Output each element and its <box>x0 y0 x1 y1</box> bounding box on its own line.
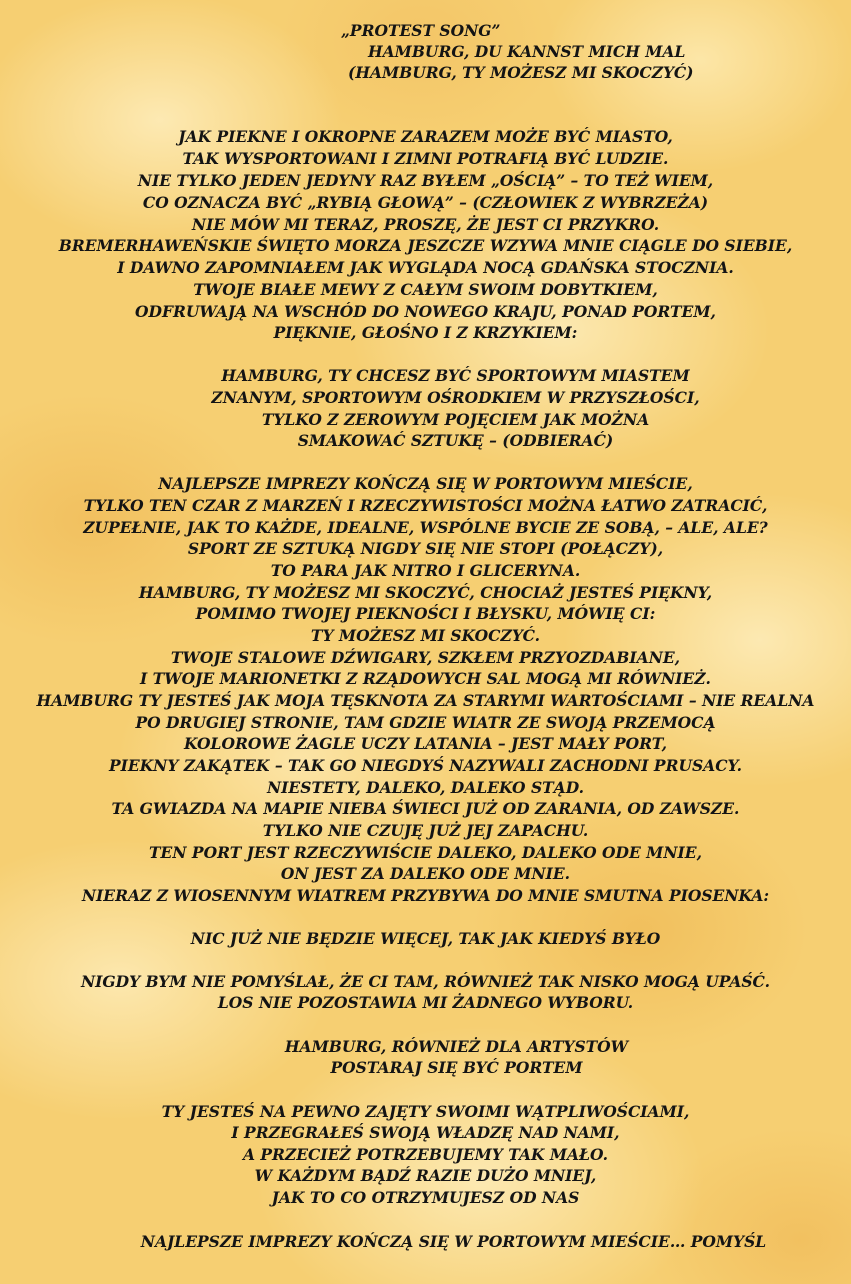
verse-line: TYLKO NIE CZUJĘ JUŻ JEJ ZAPACHU. <box>262 821 589 840</box>
verse-line: TWOJE BIAŁE MEWY Z CAŁYM SWOIM DOBYTKIEM, <box>193 280 658 299</box>
chorus-line: HAMBURG, RÓWNIEŻ DLA ARTYSTÓW <box>284 1037 629 1056</box>
chorus-line: HAMBURG, TY CHCESZ BYĆ SPORTOWYM MIASTEM <box>221 366 690 385</box>
verse-line: TY JESTEŚ NA PEWNO ZAJĘTY SWOIMI WĄTPLIWOŚCIAMI, <box>161 1102 690 1121</box>
verse-line: POMIMO TWOJEJ PIEKNOŚCI I BŁYSKU, MÓWIĘ CI: <box>195 604 656 623</box>
verse-line: PO DRUGIEJ STRONIE, TAM GDZIE WIATR ZE SWOJĄ PRZEMOCĄ <box>135 713 716 732</box>
verse-line: SPORT ZE SZTUKĄ NIGDY SIĘ NIE STOPI (POŁĄCZY), <box>187 539 664 558</box>
verse-line: ON JEST ZA DALEKO ODE MNIE. <box>280 864 571 883</box>
chorus-line: TYLKO Z ZEROWYM POJĘCIEM JAK MOŻNA <box>261 410 650 429</box>
verse-line: I TWOJE MARIONETKI Z RZĄDOWYCH SAL MOGĄ MI RÓWNIEŻ. <box>140 669 711 688</box>
verse-line: TWOJE STALOWE DŹWIGARY, SZKŁEM PRZYOZDABIANE, <box>170 648 681 667</box>
chorus-line: ZNANYM, SPORTOWYM OŚRODKIEM W PRZYSZŁOŚCI, <box>211 388 700 407</box>
closing-line: NAJLEPSZE IMPREZY KOŃCZĄ SIĘ W PORTOWYM MIEŚCIE… POMYŚL <box>140 1232 767 1251</box>
song-title: „PROTEST SONG” <box>341 21 501 40</box>
verse-line: I DAWNO ZAPOMNIAŁEM JAK WYGLĄDA NOCĄ GDAŃSKA STOCZNIA. <box>117 258 734 277</box>
verse-line: HAMBURG TY JESTEŚ JAK MOJA TĘSKNOTA ZA STARYMI WARTOŚCIAMI – NIE REALNA <box>36 691 815 710</box>
verse-line: KOLOROWE ŻAGLE UCZY LATANIA – JEST MAŁY PORT, <box>184 734 667 753</box>
verse-line: LOS NIE POZOSTAWIA MI ŻADNEGO WYBORU. <box>217 993 634 1012</box>
verse-line: JAK TO CO OTRZYMUJESZ OD NAS <box>271 1188 580 1207</box>
verse-line: TA GWIAZDA NA MAPIE NIEBA ŚWIECI JUŻ OD ZARANIA, OD ZAWSZE. <box>111 799 740 818</box>
verse-line: NIE TYLKO JEDEN JEDYNY RAZ BYŁEM „OŚCIĄ” – TO TEŻ WIEM, <box>137 171 714 190</box>
verse-line: NIGDY BYM NIE POMYŚLAŁ, ŻE CI TAM, RÓWNIEŻ TAK NISKO MOGĄ UPAŚĆ. <box>80 972 771 991</box>
verse-line: NAJLEPSZE IMPREZY KOŃCZĄ SIĘ W PORTOWYM MIEŚCIE, <box>158 474 693 493</box>
verse-line: TAK WYSPORTOWANI I ZIMNI POTRAFIĄ BYĆ LUDZIE. <box>182 149 669 168</box>
verse-line: NIE MÓW MI TERAZ, PROSZĘ, ŻE JEST CI PRZYKRO. <box>191 215 660 234</box>
verse-line: BREMERHAWEŃSKIE ŚWIĘTO MORZA JESZCZE WZYWA MNIE CIĄGLE DO SIEBIE, <box>58 236 793 255</box>
verse-line: HAMBURG, TY MOŻESZ MI SKOCZYĆ, CHOCIAŻ JESTEŚ PIĘKNY, <box>138 583 713 602</box>
verse-line: CO OZNACZA BYĆ „RYBIĄ GŁOWĄ” – (CZŁOWIEK Z WYBRZEŻA) <box>142 193 709 212</box>
verse-line: I PRZEGRAŁEŚ SWOJĄ WŁADZĘ NAD NAMI, <box>231 1123 620 1142</box>
verse-line: ODFRUWAJĄ NA WSCHÓD DO NOWEGO KRAJU, PONAD PORTEM, <box>135 302 716 321</box>
verse-line: TEN PORT JEST RZECZYWIŚCIE DALEKO, DALEKO ODE MNIE, <box>149 843 702 862</box>
song-subtitle-german: HAMBURG, DU KANNST MICH MAL <box>368 42 686 61</box>
song-quote-line: NIC JUŻ NIE BĘDZIE WIĘCEJ, TAK JAK KIEDYŚ BYŁO <box>190 929 661 948</box>
verse-line: W KAŻDYM BĄDŹ RAZIE DUŻO MNIEJ, <box>254 1166 597 1185</box>
verse-line: PIĘKNIE, GŁOŚNO I Z KRZYKIEM: <box>273 323 578 342</box>
verse-line: PIEKNY ZAKĄTEK – TAK GO NIEGDYŚ NAZYWALI ZACHODNI PRUSACY. <box>108 756 743 775</box>
chorus-line: POSTARAJ SIĘ BYĆ PORTEM <box>330 1058 583 1077</box>
verse-line: NIESTETY, DALEKO, DALEKO STĄD. <box>267 778 584 797</box>
verse-line: TYLKO TEN CZAR Z MARZEŃ I RZECZYWISTOŚCI MOŻNA ŁATWO ZATRACIĆ, <box>83 496 768 515</box>
chorus-line: SMAKOWAĆ SZTUKĘ – (ODBIERAĆ) <box>297 431 614 450</box>
verse-line: TO PARA JAK NITRO I GLICERYNA. <box>270 561 581 580</box>
verse-line: A PRZECIEŻ POTRZEBUJEMY TAK MAŁO. <box>242 1145 609 1164</box>
verse-line: ZUPEŁNIE, JAK TO KAŻDE, IDEALNE, WSPÓLNE BYCIE ZE SOBĄ, – ALE, ALE? <box>83 518 768 537</box>
song-subtitle-polish: (HAMBURG, TY MOŻESZ MI SKOCZYĆ) <box>348 63 694 82</box>
verse-line: NIERAZ Z WIOSENNYM WIATREM PRZYBYWA DO MNIE SMUTNA PIOSENKA: <box>81 886 770 905</box>
verse-line: JAK PIEKNE I OKROPNE ZARAZEM MOŻE BYĆ MIASTO, <box>178 127 673 146</box>
verse-line: TY MOŻESZ MI SKOCZYĆ. <box>310 626 541 645</box>
